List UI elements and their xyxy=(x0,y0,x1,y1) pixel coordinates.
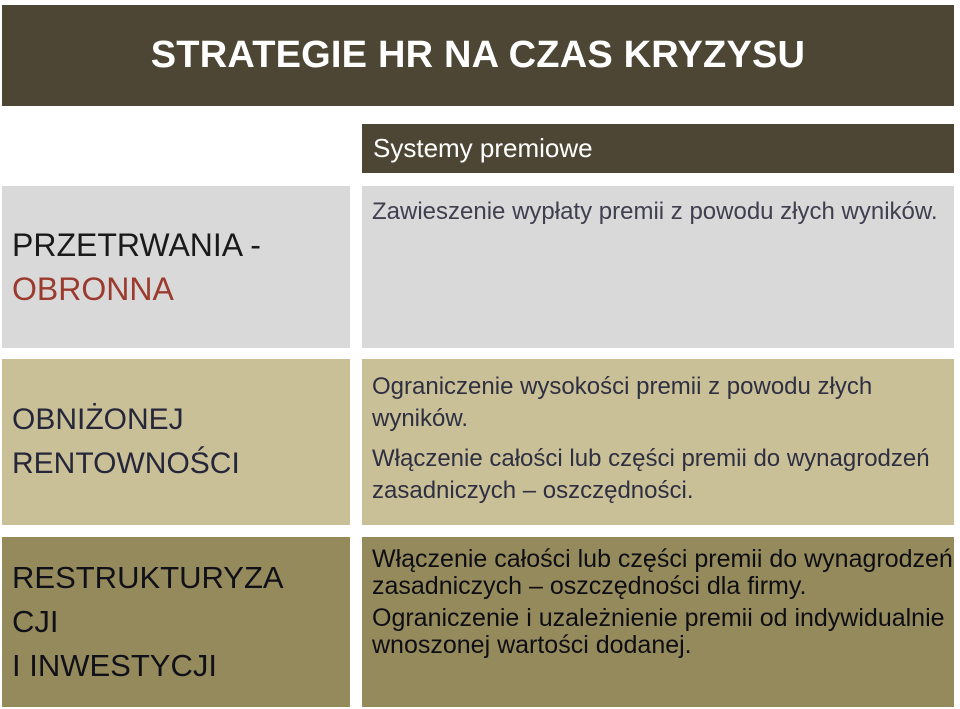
strategy-content-text: Ograniczenie i uzależnienie premii od indywidualnie wnoszonej wartości dodanej. xyxy=(372,604,945,659)
title-bar xyxy=(2,5,954,106)
strategy-label-cell xyxy=(2,186,350,348)
strategy-content-cell xyxy=(362,359,954,525)
strategy-content-text: Włączenie całości lub części premii do wynagrodzeń zasadniczych – oszczędności dla firmy. xyxy=(372,545,953,600)
strategy-content-cell xyxy=(362,537,954,707)
strategy-label-line: OBNIŻONEJ xyxy=(12,403,184,436)
subheader-bar xyxy=(362,124,954,173)
strategy-row-restructuring xyxy=(2,537,954,707)
strategy-label-accent: OBRONNA xyxy=(12,271,174,307)
strategy-row-reduced-profitability xyxy=(2,359,954,525)
page-title: STRATEGIE HR NA CZAS KRYZYSU xyxy=(150,34,806,76)
strategy-label-line: CJI xyxy=(12,604,59,639)
strategy-label xyxy=(12,556,284,688)
strategy-content-text: Włączenie całości lub części premii do wynagrodzeń zasadniczych – oszczędności. xyxy=(372,445,930,504)
strategy-label-line: RESTRUKTURYZA xyxy=(12,560,284,595)
strategy-content-cell xyxy=(362,186,954,348)
strategy-label-cell xyxy=(2,359,350,525)
strategy-label xyxy=(12,398,240,486)
strategy-row-survival xyxy=(2,186,954,348)
strategy-label xyxy=(12,223,261,311)
strategy-content-text: Zawieszenie wypłaty premii z powodu złych wyników. xyxy=(372,198,938,225)
strategy-content-text: Ograniczenie wysokości premii z powodu złych wyników. xyxy=(372,373,873,432)
subheader-title: Systemy premiowe xyxy=(373,133,593,163)
strategy-label-line: I INWESTYCJI xyxy=(12,648,217,683)
strategy-label-line: PRZETRWANIA - xyxy=(12,227,261,263)
strategy-label-line: RENTOWNOŚCI xyxy=(12,447,240,480)
strategy-label-cell xyxy=(2,537,350,707)
